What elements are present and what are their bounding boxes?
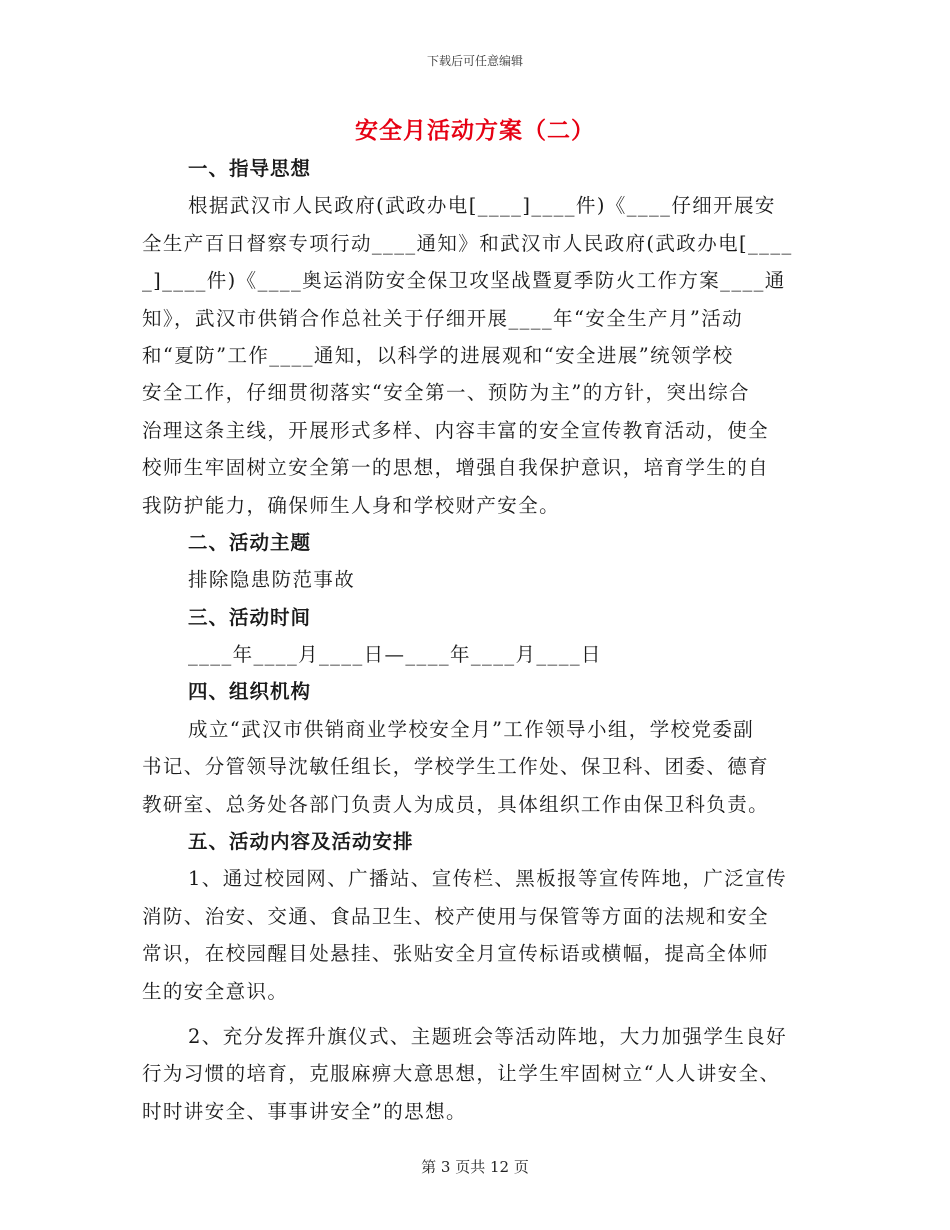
paragraph-line: 时时讲安全、事事讲安全”的思想。 [142, 1099, 467, 1123]
paragraph-line: 1、通过校园网、广播站、宣传栏、黑板报等宣传阵地，广泛宣传 [188, 867, 788, 891]
page-footer: 第 3 页共 12 页 [421, 1158, 529, 1176]
document-title: 安全月活动方案（二） [355, 117, 595, 144]
paragraph-line: 全生产百日督察专项行动____通知》和武汉市人民政府(武政办电[____ [142, 231, 793, 255]
paragraph-line: 我防护能力，确保师生人身和学校财产安全。 [142, 493, 561, 517]
paragraph-line: 安全工作，仔细贯彻落实“安全第一、预防为主”的方针，突出综合 [142, 381, 750, 405]
paragraph-line: 和“夏防”工作____通知，以科学的进展观和“安全进展”统领学校 [142, 343, 734, 367]
section-heading: 一、指导思想 [188, 157, 312, 180]
section-heading: 五、活动内容及活动安排 [188, 830, 414, 854]
paragraph-line: 排除隐患防范事故 [188, 568, 356, 592]
paragraph-line: 消防、治安、交通、食品卫生、校产使用与保管等方面的法规和安全 [142, 904, 770, 928]
paragraph-line: _]____件)《____奥运消防安全保卫攻坚战暨夏季防火工作方案____通 [142, 269, 786, 293]
section-guiding-ideology [142, 150, 807, 1130]
paragraph-line: 成立“武汉市供销商业学校安全月”工作领导小组，学校党委副 [188, 717, 755, 741]
section-heading: 二、活动主题 [188, 530, 312, 554]
section-heading: 四、组织机构 [188, 680, 312, 704]
paragraph-line: 2、充分发挥升旗仪式、主题班会等活动阵地，大力加强学生良好 [188, 1024, 788, 1048]
paragraph-line: 常识，在校园醒目处悬挂、张贴安全月宣传标语或横幅，提高全体师 [142, 942, 770, 966]
paragraph-line: 生的安全意识。 [142, 979, 289, 1003]
paragraph-line: ____年____月____日—____年____月____日 [188, 643, 602, 667]
paragraph-line: 书记、分管领导沈敏任组长，学校学生工作处、保卫科、团委、德育 [142, 755, 770, 779]
header-note: 下载后可任意编辑 [426, 54, 523, 68]
section-heading: 三、活动时间 [188, 605, 312, 629]
paragraph-line: 教研室、总务处各部门负责人为成员，具体组织工作由保卫科负责。 [142, 792, 770, 816]
paragraph-line: 行为习惯的培育，克服麻痹大意思想，让学生牢固树立“人人讲安全、 [142, 1062, 781, 1086]
paragraph-line: 治理这条主线，开展形式多样、内容丰富的安全宣传教育活动，使全 [142, 418, 770, 442]
paragraph-line: 知》，武汉市供销合作总社关于仔细开展____年“安全生产月”活动 [142, 306, 743, 330]
paragraph-line: 根据武汉市人民政府(武政办电[____]____件)《____仔细开展安 [188, 194, 776, 218]
paragraph-line: 校师生牢固树立安全第一的思想，增强自我保护意识，培育学生的自 [142, 456, 770, 480]
